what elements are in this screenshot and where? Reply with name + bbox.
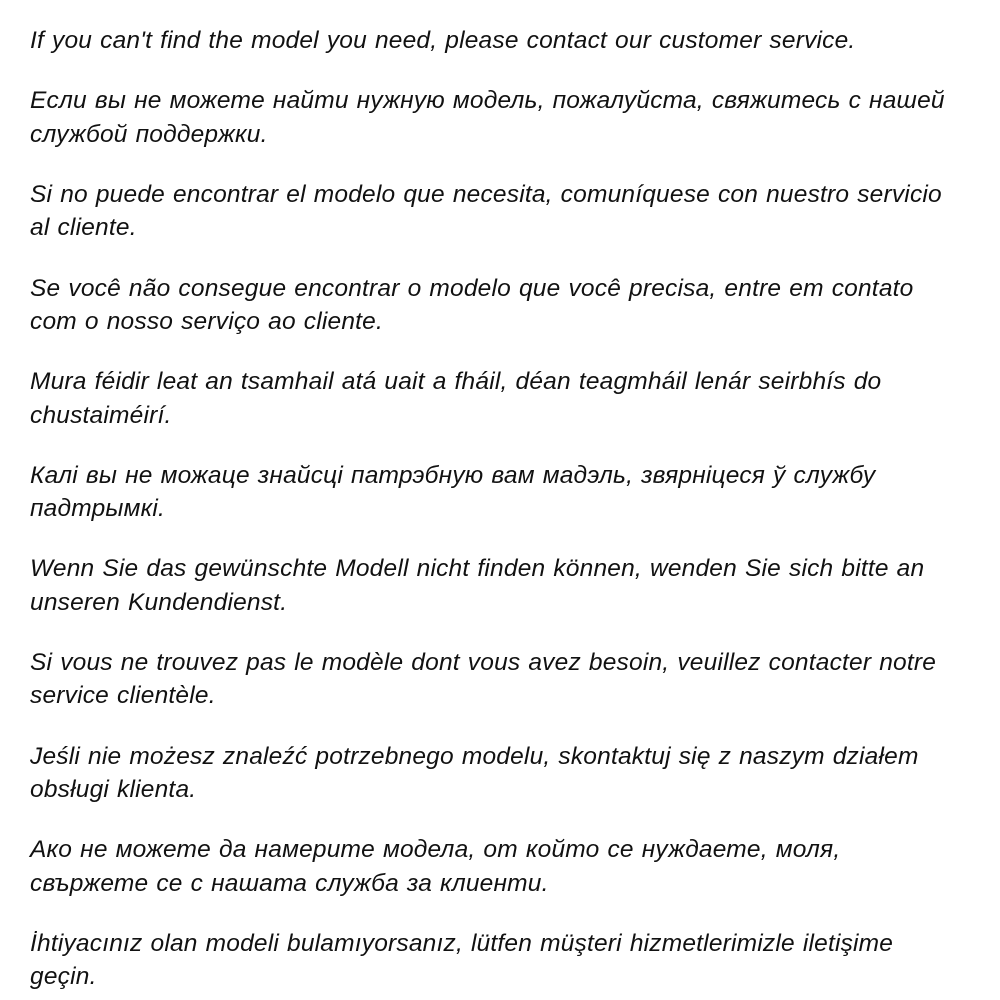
notice-paragraph: Если вы не можете найти нужную модель, пожалуйста, свяжитесь с нашей службой поддержки. bbox=[30, 87, 945, 148]
notice-paragraph: Se você não consegue encontrar o modelo que você precisa, entre em contato com o nosso serviço ao cliente. bbox=[30, 274, 914, 335]
notice-paragraph: If you can't find the model you need, please contact our customer service. bbox=[30, 27, 856, 54]
notice-paragraph: Jeśli nie możesz znaleźć potrzebnego modelu, skontaktuj się z naszym działem obsługi klienta. bbox=[30, 742, 919, 803]
notice-paragraph: Si no puede encontrar el modelo que necesita, comuníquese con nuestro servicio al cliente. bbox=[30, 180, 942, 242]
notice-paragraph: Калі вы не можаце знайсці патрэбную вам мадэль, звярніцеся ў службу падтрымкі. bbox=[30, 461, 876, 523]
notice-paragraph: Wenn Sie das gewünschte Modell nicht finden können, wenden Sie sich bitte an unseren Kundendienst. bbox=[30, 555, 925, 616]
notice-paragraph: İhtiyacınız olan modeli bulamıyorsanız, lütfen müşteri hizmetlerimizle iletişime geçin. bbox=[30, 929, 894, 991]
notice-paragraph: Ако не можете да намерите модела, от който се нуждаете, моля, свържете се с нашата служба за клиенти. bbox=[30, 836, 841, 897]
notice-paragraph: Si vous ne trouvez pas le modèle dont vous avez besoin, veuillez contacter notre service clientèle. bbox=[30, 649, 937, 710]
notice-paragraph: Mura féidir leat an tsamhail atá uait a fháil, déan teagmháil lenár seirbhís do chustaiméirí. bbox=[30, 368, 882, 429]
